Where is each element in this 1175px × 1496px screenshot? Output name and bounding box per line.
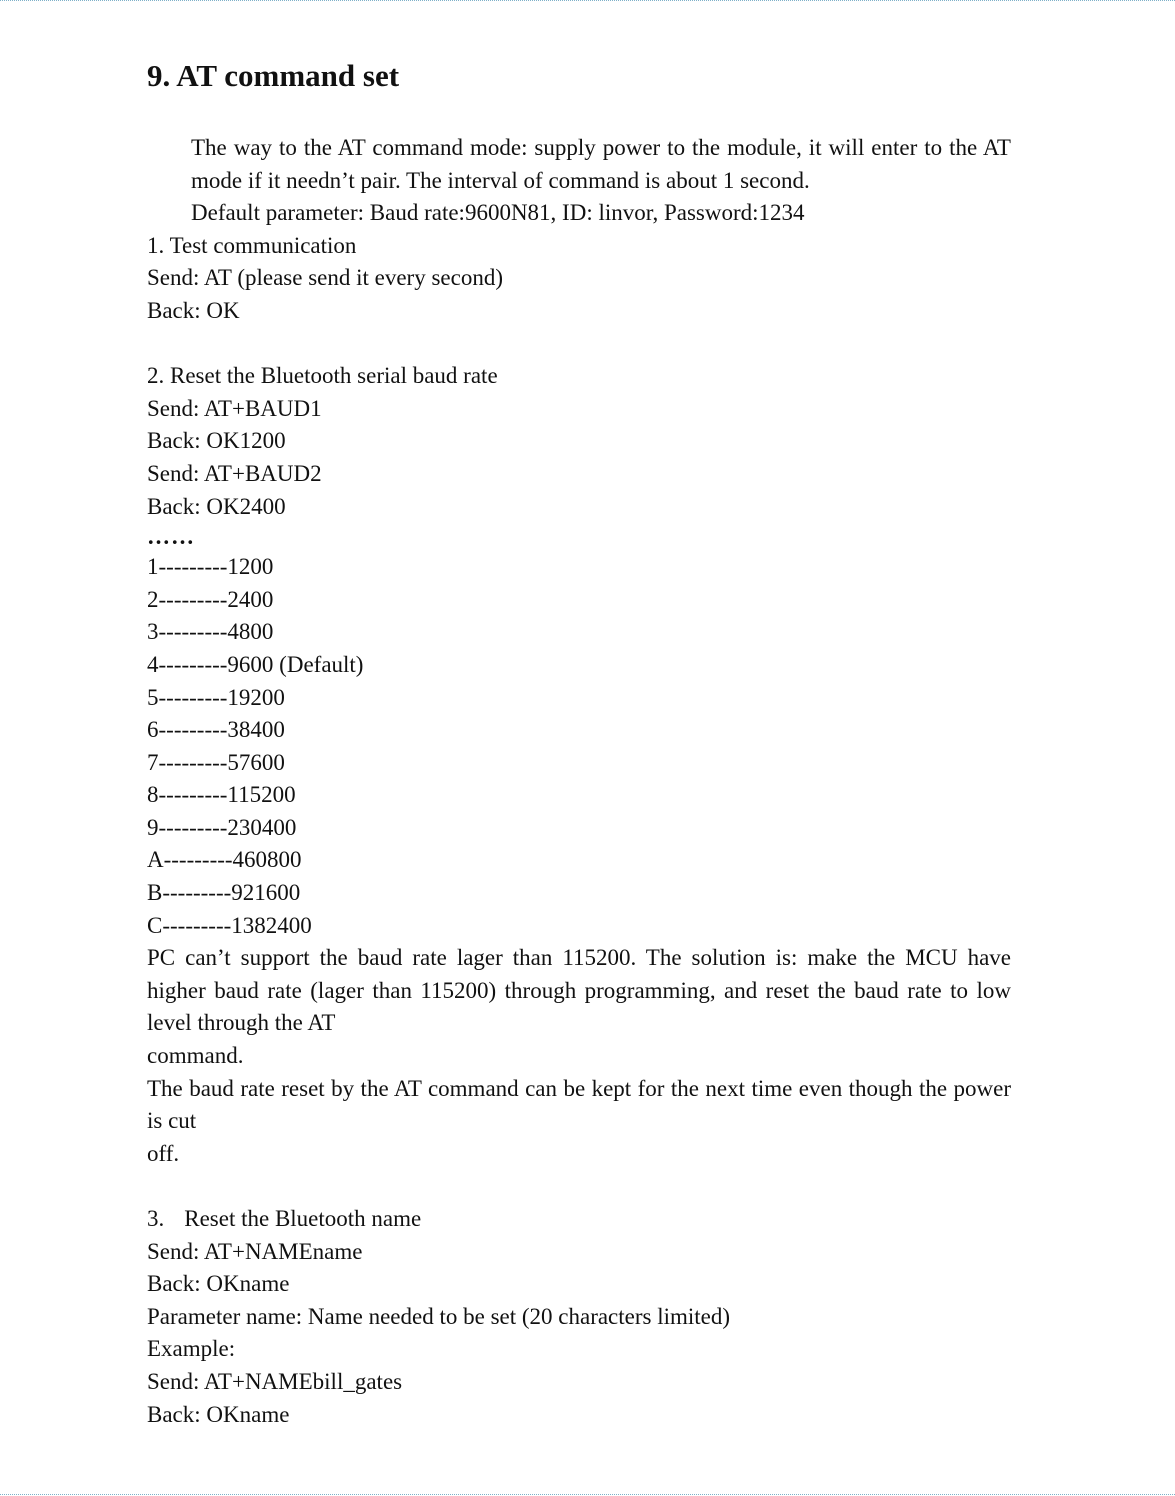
baud-rate-row: 3---------4800 bbox=[147, 619, 274, 645]
baud-rate-row: 1---------1200 bbox=[147, 554, 274, 580]
command-line: Send: AT+BAUD2 bbox=[147, 460, 322, 486]
command-line: Send: AT+NAMEname bbox=[147, 1238, 363, 1264]
baud-rate-row: B---------921600 bbox=[147, 880, 301, 906]
baud-rate-row: 2---------2400 bbox=[147, 586, 274, 612]
document-page bbox=[147, 56, 1011, 1431]
section-1-send: Send: AT (please send it every second) bbox=[147, 265, 503, 291]
section-1-title: 1. Test communication bbox=[147, 232, 357, 258]
baud-rate-row: 8---------115200 bbox=[147, 782, 296, 808]
baud-rate-table bbox=[147, 551, 1011, 942]
section-1-back: Back: OK bbox=[147, 297, 240, 323]
baud-rate-row: 9---------230400 bbox=[147, 814, 297, 840]
example-label: Example: bbox=[147, 1336, 236, 1362]
ellipsis: …… bbox=[147, 524, 195, 550]
command-line: Send: AT+BAUD1 bbox=[147, 395, 322, 421]
command-line: Send: AT+NAMEbill_gates bbox=[147, 1368, 403, 1394]
default-parameters: Default parameter: Baud rate:9600N81, ID: linvor, Password:1234 bbox=[191, 200, 805, 226]
page-top-rule bbox=[0, 0, 1175, 1]
baud-rate-row: 7---------57600 bbox=[147, 749, 285, 775]
section-2-title: 2. Reset the Bluetooth serial baud rate bbox=[147, 363, 498, 389]
page-bottom-rule bbox=[0, 1494, 1175, 1495]
baud-rate-persistence-note-tail: off. bbox=[147, 1140, 180, 1166]
baud-rate-row: 6---------38400 bbox=[147, 717, 285, 743]
section-3-number: 3. bbox=[147, 1206, 165, 1231]
section-3-title bbox=[147, 1203, 1011, 1236]
baud-rate-persistence-note: The baud rate reset by the AT command can be kept for the next time even though the power is cut bbox=[147, 1075, 1011, 1134]
blank-line bbox=[147, 1170, 1011, 1203]
section-3-title-text: Reset the Bluetooth name bbox=[184, 1206, 422, 1231]
baud-rate-note: PC can’t support the baud rate lager than 115200. The solution is: make the MCU have higher baud rate (lager than 115200) through programming, and reset the baud rate to low level through the AT bbox=[147, 945, 1011, 1036]
baud-rate-row: 5---------19200 bbox=[147, 684, 285, 710]
command-line: Back: OK2400 bbox=[147, 493, 286, 519]
section-heading: 9. AT command set bbox=[147, 58, 400, 93]
blank-line bbox=[147, 328, 1011, 361]
command-line: Back: OK1200 bbox=[147, 428, 286, 454]
command-line: Back: OKname bbox=[147, 1401, 290, 1427]
baud-rate-row: C---------1382400 bbox=[147, 912, 312, 938]
baud-rate-note-tail: command. bbox=[147, 1043, 244, 1069]
baud-rate-row: A---------460800 bbox=[147, 847, 302, 873]
intro-paragraph: The way to the AT command mode: supply power to the module, it will enter to the AT mode if it needn’t pair. The interval of command is about 1 second. bbox=[191, 135, 1011, 193]
command-line: Back: OKname bbox=[147, 1271, 290, 1297]
parameter-description: Parameter name: Name needed to be set (20 characters limited) bbox=[147, 1303, 731, 1329]
baud-rate-row: 4---------9600 (Default) bbox=[147, 651, 364, 677]
